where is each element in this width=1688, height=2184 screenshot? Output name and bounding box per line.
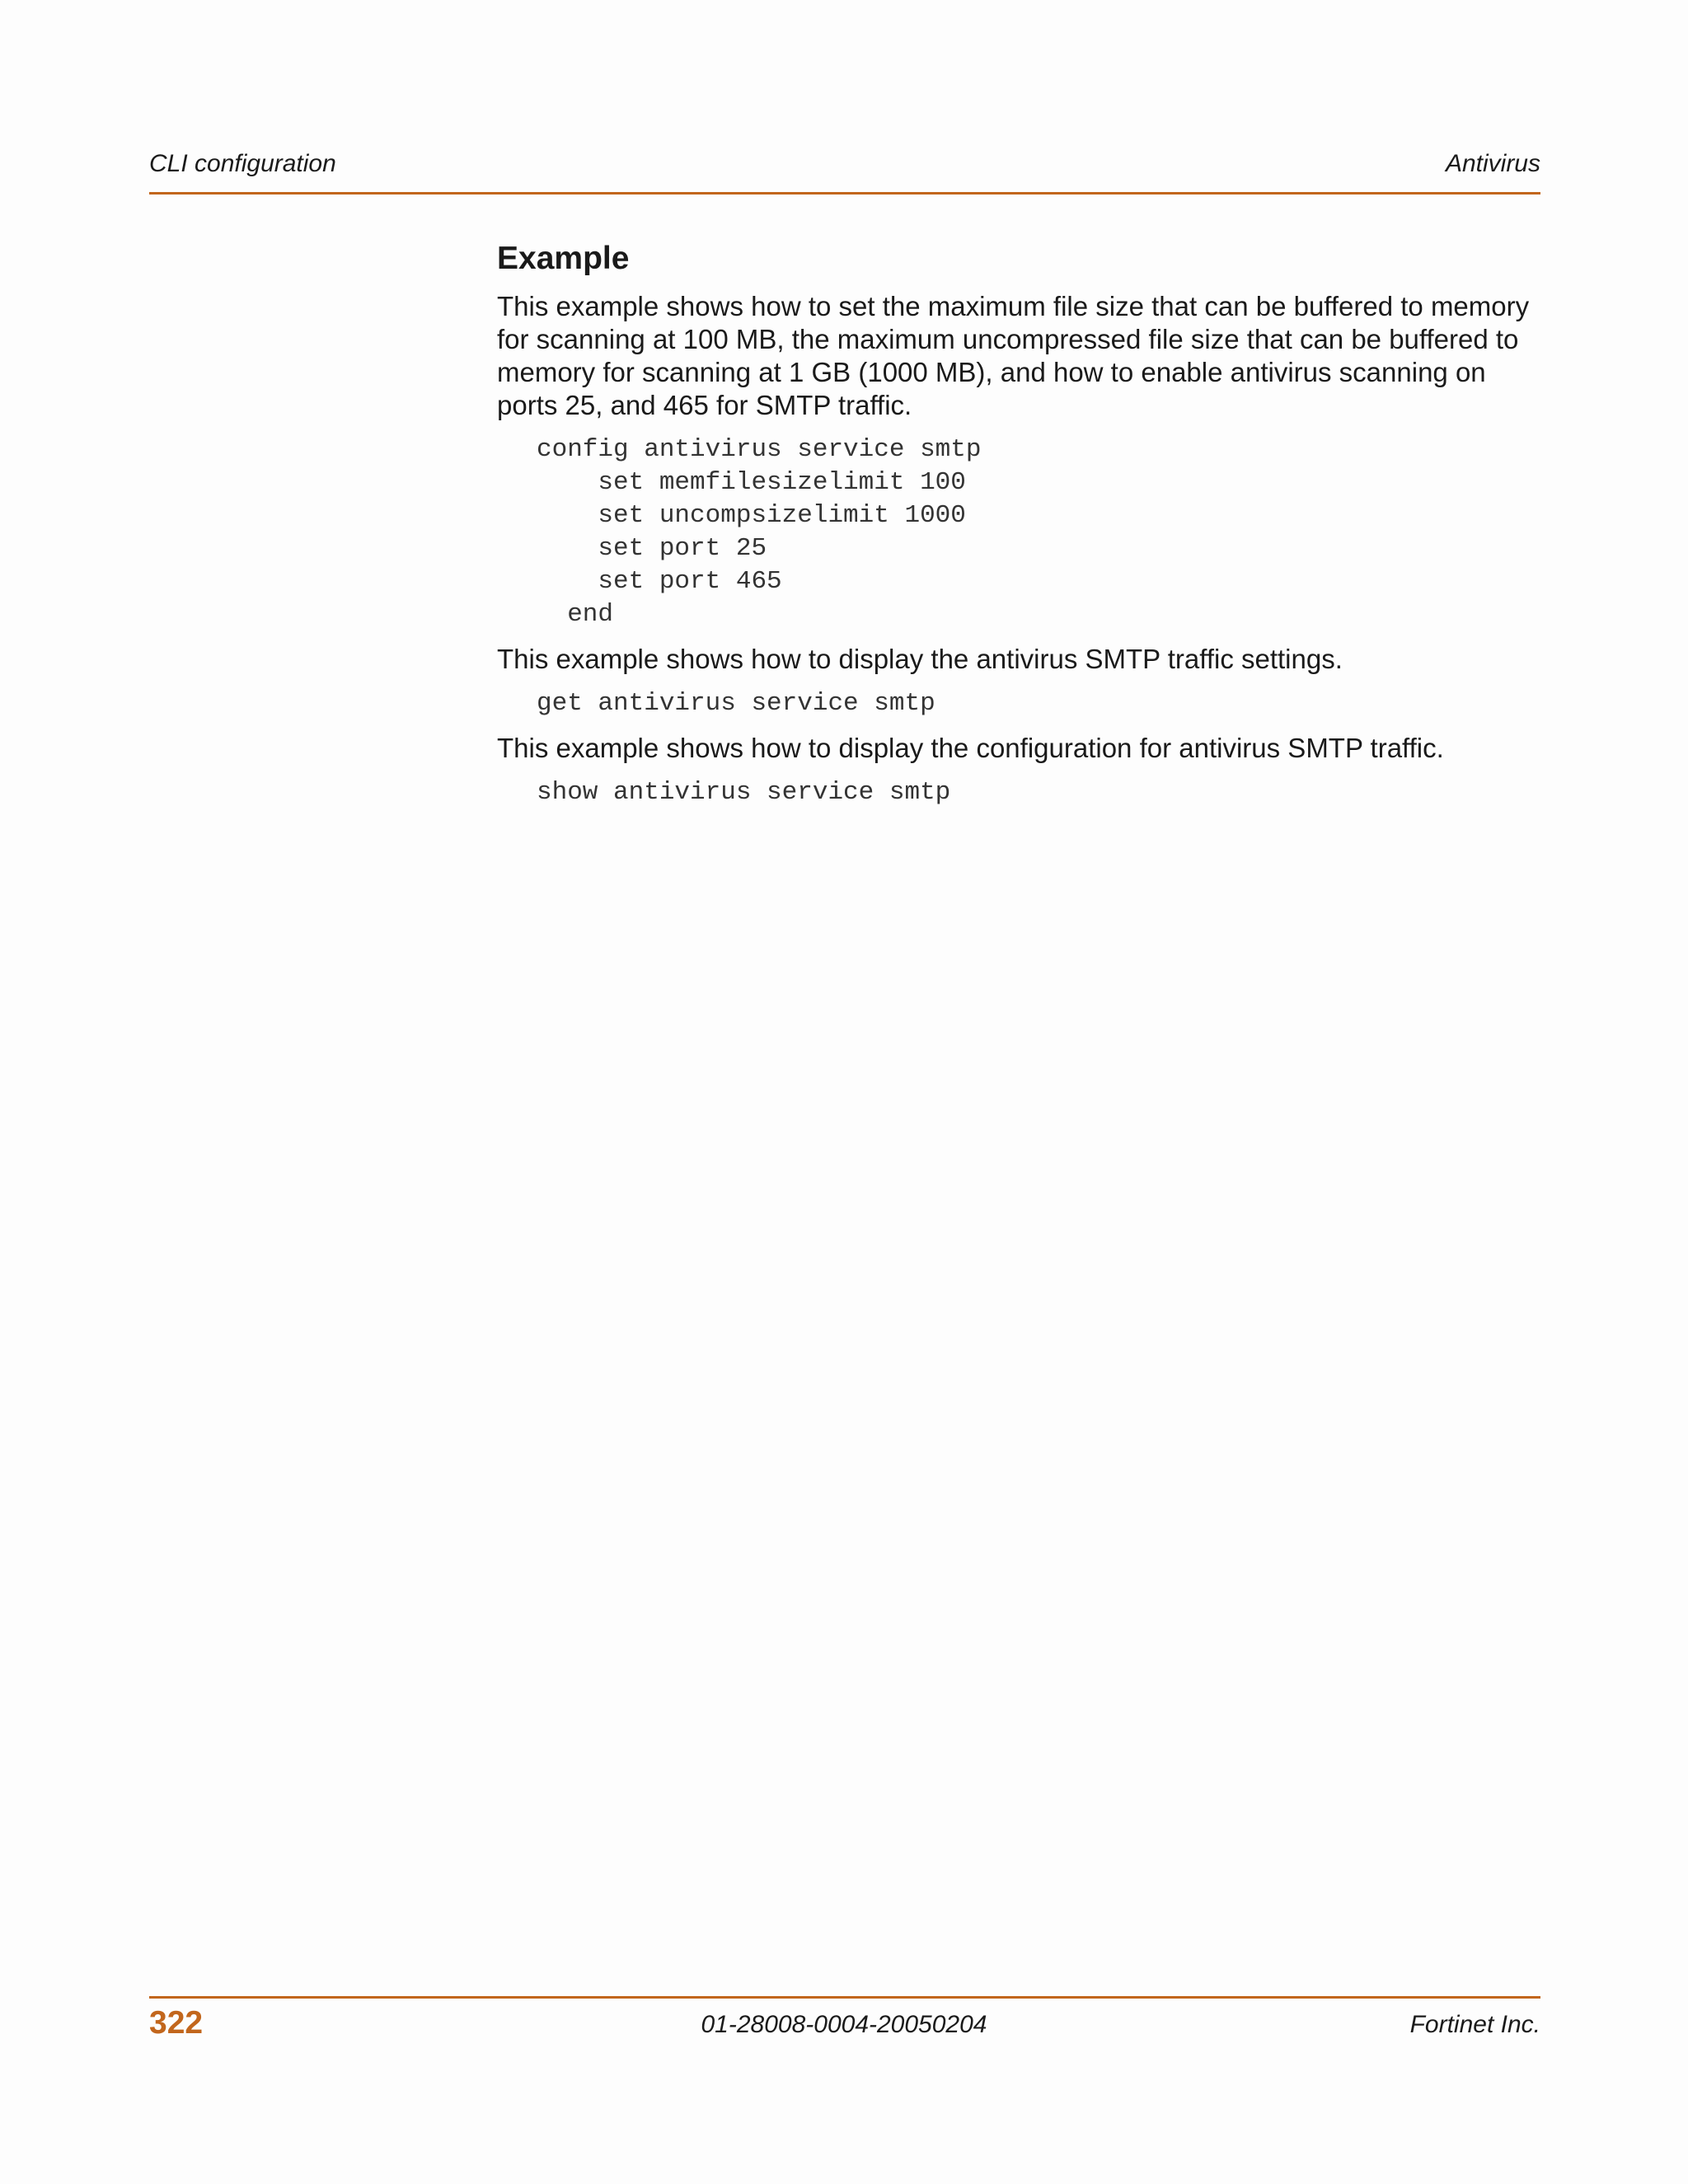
example-description-3: This example shows how to display the configuration for antivirus SMTP traffic. [497,733,1444,763]
code-block-get: get antivirus service smtp [537,689,935,718]
company-name: Fortinet Inc. [1409,2011,1540,2038]
example-description-2: This example shows how to display the antivirus SMTP traffic settings. [497,644,1343,674]
footer-rule [149,1996,1540,1999]
code-block-config: config antivirus service smtp set memfilesizelimit 100 set uncompsizelimit 1000 set port 25 set port 465 end [537,435,982,629]
header-section-title: CLI configuration [149,150,336,177]
document-id: 01-28008-0004-20050204 [701,2011,987,2038]
header-chapter-title: Antivirus [1445,150,1540,177]
header-rule [149,192,1540,194]
code-block-show: show antivirus service smtp [537,778,951,807]
page-number: 322 [149,2005,204,2041]
example-description-1: This example shows how to set the maximum file size that can be buffered to memory for scanning at 100 MB, the maximum uncompressed file size that can be buffered to memory for scanning at 1 GB (1000 MB), and how to enable antivirus scanning on ports 25, and 465 for SMTP traffic. [497,291,1530,420]
main-content [497,239,1540,821]
page-header [149,150,1540,183]
section-heading: Example [497,241,630,276]
